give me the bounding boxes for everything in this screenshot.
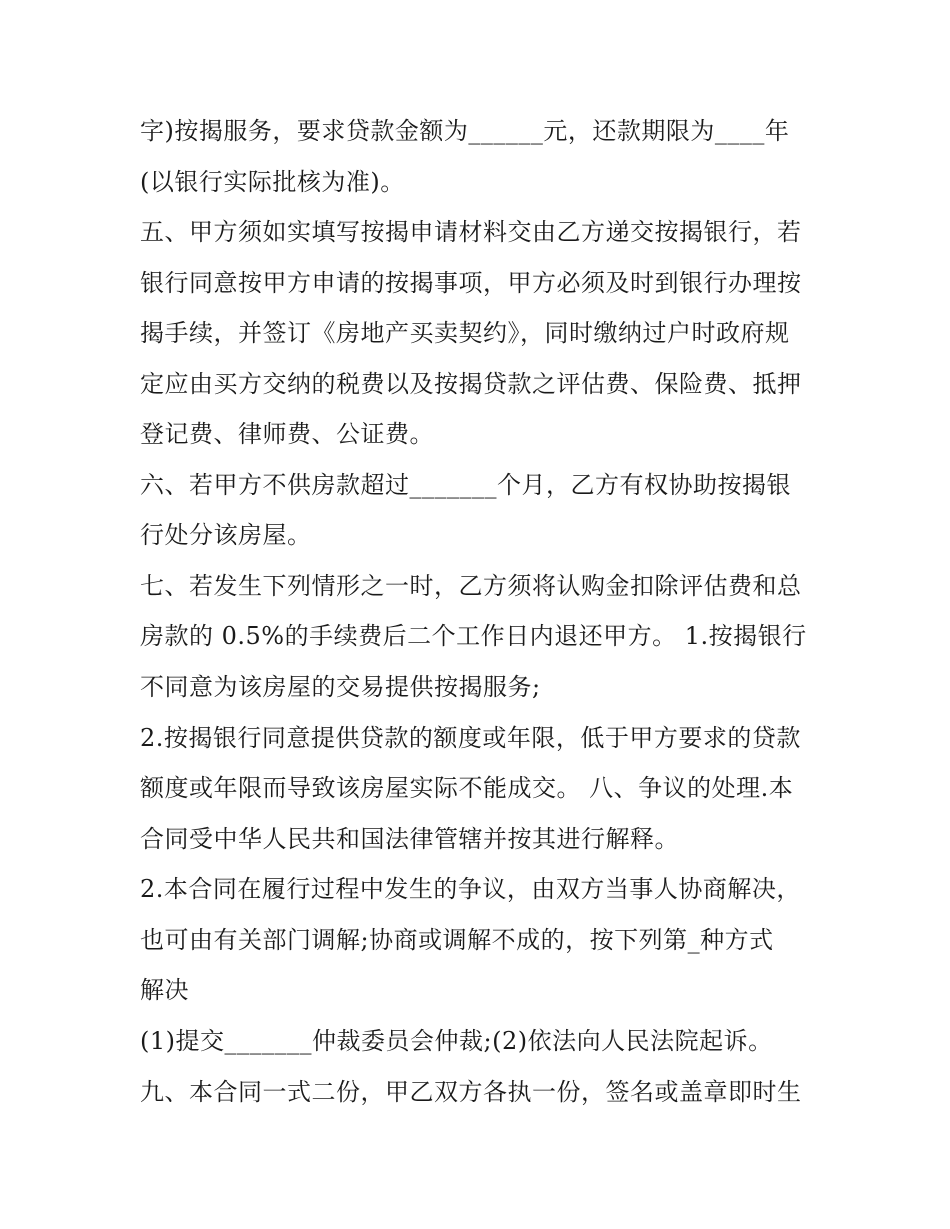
text-line: 六、若甲方不供房款超过_______个月，乙方有权协助按揭银 (140, 471, 791, 499)
text-line: 额度或年限而导致该房屋实际不能成交。 八、争议的处理.本 (140, 774, 794, 802)
text-line: 2.按揭银行同意提供贷款的额度或年限，低于甲方要求的贷款 (140, 724, 801, 752)
text-line: 揭手续，并签订《房地产买卖契约》，同时缴纳过户时政府规 (140, 319, 790, 347)
text-line: 七、若发生下列情形之一时，乙方须将认购金扣除评估费和总 (140, 572, 802, 600)
text-line: 2.本合同在履行过程中发生的争议，由双方当事人协商解决， (140, 875, 801, 903)
text-line: 房款的 0.5%的手续费后二个工作日内退还甲方。 1.按揭银行 (140, 622, 807, 650)
text-line: 也可由有关部门调解;协商或调解不成的，按下列第_种方式 (140, 926, 774, 954)
text-line: 不同意为该房屋的交易提供按揭服务; (140, 673, 541, 701)
text-line: 定应由买方交纳的税费以及按揭贷款之评估费、保险费、抵押 (140, 370, 802, 398)
text-line: (1)提交_______仲裁委员会仲裁;(2)依法向人民法院起诉。 (140, 1027, 773, 1055)
text-line: 五、甲方须如实填写按揭申请材料交由乙方递交按揭银行，若 (140, 218, 802, 246)
text-line: 登记费、律师费、公证费。 (140, 420, 434, 448)
text-line: 九、本合同一式二份，甲乙双方各执一份，签名或盖章即时生 (140, 1078, 802, 1106)
text-line: 行处分该房屋。 (140, 521, 312, 549)
text-line: 解决 (140, 976, 189, 1004)
text-line: 银行同意按甲方申请的按揭事项，甲方必须及时到银行办理按 (140, 269, 802, 297)
text-line: 合同受中华人民共和国法律管辖并按其进行解释。 (140, 825, 679, 853)
text-line: (以银行实际批核为准)。 (140, 168, 405, 196)
text-line: 字)按揭服务，要求贷款金额为______元，还款期限为____年 (140, 117, 790, 145)
